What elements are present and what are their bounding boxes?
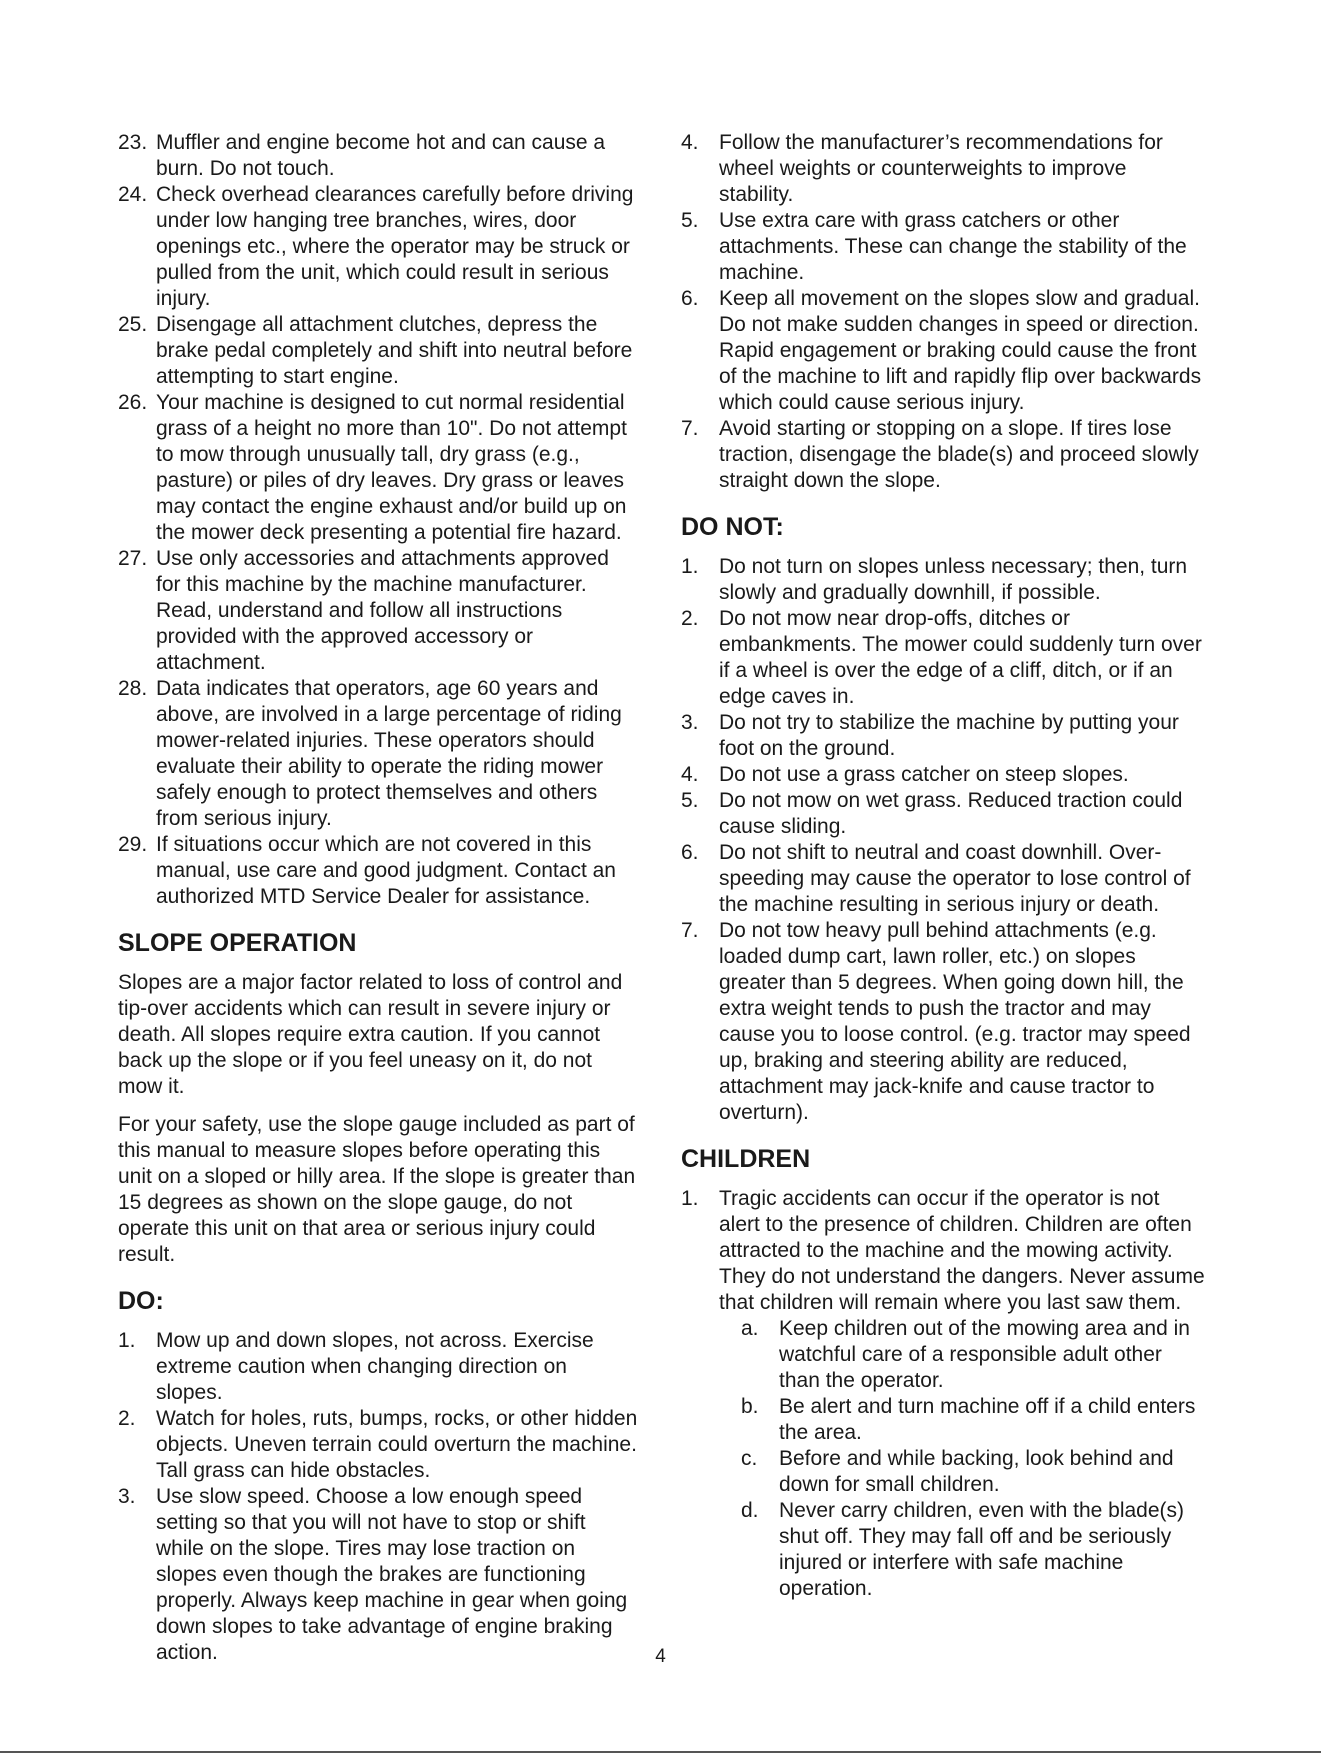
item-text: If situations occur which are not covered in this manual, use care and good judgment. Contact an authorized MTD Service Dealer for assistance. (156, 833, 616, 908)
list-item (118, 832, 638, 910)
item-number: 6. (681, 841, 699, 864)
list-item (118, 1328, 638, 1406)
item-text: Use only accessories and attachments approved for this machine by the machine manufacturer. Read, understand and follow all instructions provided with the approved accessory or attachment. (156, 547, 609, 674)
page-number: 4 (655, 1646, 666, 1667)
item-number: 7. (681, 417, 699, 440)
item-number: 3. (681, 711, 699, 734)
item-number: 4. (681, 763, 699, 786)
item-letter: a. (741, 1317, 759, 1340)
item-number: 6. (681, 287, 699, 310)
item-letter: b. (741, 1395, 759, 1418)
list-item (681, 788, 1206, 840)
list-item (681, 762, 1206, 788)
item-text: Muffler and engine become hot and can cause a burn. Do not touch. (156, 131, 606, 180)
item-text: Keep children out of the mowing area and in watchful care of a responsible adult other than the operator. (779, 1317, 1190, 1392)
list-item (681, 130, 1206, 208)
item-text: Be alert and turn machine off if a child enters the area. (779, 1395, 1196, 1444)
list-item (118, 1406, 638, 1484)
list-item (681, 918, 1206, 1126)
item-text: Mow up and down slopes, not across. Exercise extreme caution when changing direction on slopes. (156, 1329, 594, 1404)
item-text: Avoid starting or stopping on a slope. If tires lose traction, disengage the blade(s) and proceed slowly straight down the slope. (719, 417, 1199, 492)
item-text: Use extra care with grass catchers or other attachments. These can change the stability of the machine. (719, 209, 1187, 284)
slope-paragraph-1: Slopes are a major factor related to loss of control and tip-over accidents which can result in severe injury or death. All slopes require extra caution. If you cannot back up the slope or if you feel uneasy on it, do not mow it. (118, 971, 623, 1098)
item-number: 5. (681, 209, 699, 232)
list-item (681, 606, 1206, 710)
children-list (681, 1186, 1206, 1602)
item-number: 23. (118, 131, 148, 154)
list-item (118, 1484, 638, 1666)
item-letter: c. (741, 1447, 758, 1470)
item-number: 28. (118, 677, 148, 700)
do-not-list (681, 554, 1206, 1126)
item-number: 2. (118, 1407, 136, 1430)
list-item (681, 1186, 1206, 1316)
item-number: 2. (681, 607, 699, 630)
do-list (118, 1328, 638, 1666)
item-text: Do not turn on slopes unless necessary; then, turn slowly and gradually downhill, if possible. (719, 555, 1188, 604)
item-text: Do not use a grass catcher on steep slopes. (719, 763, 1129, 786)
sub-list-item (741, 1498, 1206, 1602)
item-text: Never carry children, even with the blade(s) shut off. They may fall off and be seriously injured or interfere with safe machine operation. (779, 1499, 1185, 1600)
item-number: 5. (681, 789, 699, 812)
item-letter: d. (741, 1499, 759, 1522)
item-number: 3. (118, 1485, 136, 1508)
item-text: Check overhead clearances carefully before driving under low hanging tree branches, wires, door openings etc., where the operator may be struck or pulled from the unit, which could result in serious injury. (156, 183, 634, 310)
right-column (681, 130, 1206, 1602)
list-item (681, 208, 1206, 286)
do-heading: DO: (118, 1287, 164, 1315)
item-number: 25. (118, 313, 148, 336)
sub-list-item (741, 1446, 1206, 1498)
item-number: 7. (681, 919, 699, 942)
item-text: Do not tow heavy pull behind attachments (e.g. loaded dump cart, lawn roller, etc.) on slopes greater than 5 degrees. When going down hill, the extra weight tends to push the tractor and may cause you to loose control. (e.g. tractor may speed up, braking and steering ability are reduced, attachment may jack-knife and cause tractor to overturn). (719, 919, 1191, 1124)
item-number: 1. (118, 1329, 136, 1352)
list-item (681, 554, 1206, 606)
item-text: Before and while backing, look behind and down for small children. (779, 1447, 1174, 1496)
do-not-heading: DO NOT: (681, 513, 784, 541)
item-number: 4. (681, 131, 699, 154)
item-text: Do not try to stabilize the machine by putting your foot on the ground. (719, 711, 1179, 760)
item-text: Disengage all attachment clutches, depress the brake pedal completely and shift into neutral before attempting to start engine. (156, 313, 633, 388)
item-number: 1. (681, 555, 699, 578)
item-text: Do not mow near drop-offs, ditches or embankments. The mower could suddenly turn over if a wheel is over the edge of a cliff, ditch, or if an edge caves in. (719, 607, 1202, 708)
list-item (681, 286, 1206, 416)
item-text: Your machine is designed to cut normal residential grass of a height no more than 10". Do not attempt to mow through unusually tall, dry grass (e.g., pasture) or piles of dry leaves. Dry grass or leaves may contact the engine exhaust and/or build up on the mower deck presenting a potential fire hazard. (156, 391, 627, 544)
item-text: Follow the manufacturer’s recommendations for wheel weights or counterweights to improve stability. (719, 131, 1163, 206)
list-item (118, 546, 638, 676)
item-text: Keep all movement on the slopes slow and gradual. Do not make sudden changes in speed or direction. Rapid engagement or braking could cause the front of the machine to lift and rapidly flip over backwards which could cause serious injury. (719, 287, 1202, 414)
left-column (118, 130, 638, 1666)
list-item (681, 710, 1206, 762)
item-text: Use slow speed. Choose a low enough speed setting so that you will not have to stop or shift while on the slope. Tires may lose traction on slopes even though the brakes are functioning properly. Always keep machine in gear when going down slopes to take advantage of engine braking action. (156, 1485, 628, 1664)
slope-operation-heading: SLOPE OPERATION (118, 929, 357, 957)
do-list-continued (681, 130, 1206, 494)
item-text: Data indicates that operators, age 60 years and above, are involved in a large percentage of riding mower-related injuries. These operators should evaluate their ability to operate the riding mower safely enough to protect themselves and others from serious injury. (156, 677, 622, 830)
item-number: 24. (118, 183, 148, 206)
item-text: Watch for holes, ruts, bumps, rocks, or other hidden objects. Uneven terrain could overturn the machine. Tall grass can hide obstacles. (156, 1407, 638, 1482)
item-number: 26. (118, 391, 148, 414)
item-number: 1. (681, 1187, 699, 1210)
item-number: 29. (118, 833, 148, 856)
list-item (681, 840, 1206, 918)
item-text: Do not shift to neutral and coast downhill. Over-speeding may cause the operator to lose control of the machine resulting in serious injury or death. (719, 841, 1191, 916)
list-item (118, 312, 638, 390)
sub-list-item (741, 1394, 1206, 1446)
sub-list-item (741, 1316, 1206, 1394)
list-item (118, 390, 638, 546)
item-number: 27. (118, 547, 148, 570)
list-item (118, 182, 638, 312)
list-item (681, 416, 1206, 494)
list-item (118, 130, 638, 182)
item-text: Tragic accidents can occur if the operator is not alert to the presence of children. Children are often attracted to the machine and the mowing activity. They do not understand the dangers. Never assume that children will remain where you last saw them. (719, 1187, 1205, 1314)
list-item (118, 676, 638, 832)
children-heading: CHILDREN (681, 1145, 811, 1173)
slope-paragraph-2: For your safety, use the slope gauge included as part of this manual to measure slopes before operating this unit on a sloped or hilly area. If the slope is greater than 15 degrees as shown on the slope gauge, do not operate this unit on that area or serious injury could result. (118, 1113, 636, 1266)
safety-list-continued (118, 130, 638, 910)
item-text: Do not mow on wet grass. Reduced traction could cause sliding. (719, 789, 1183, 838)
